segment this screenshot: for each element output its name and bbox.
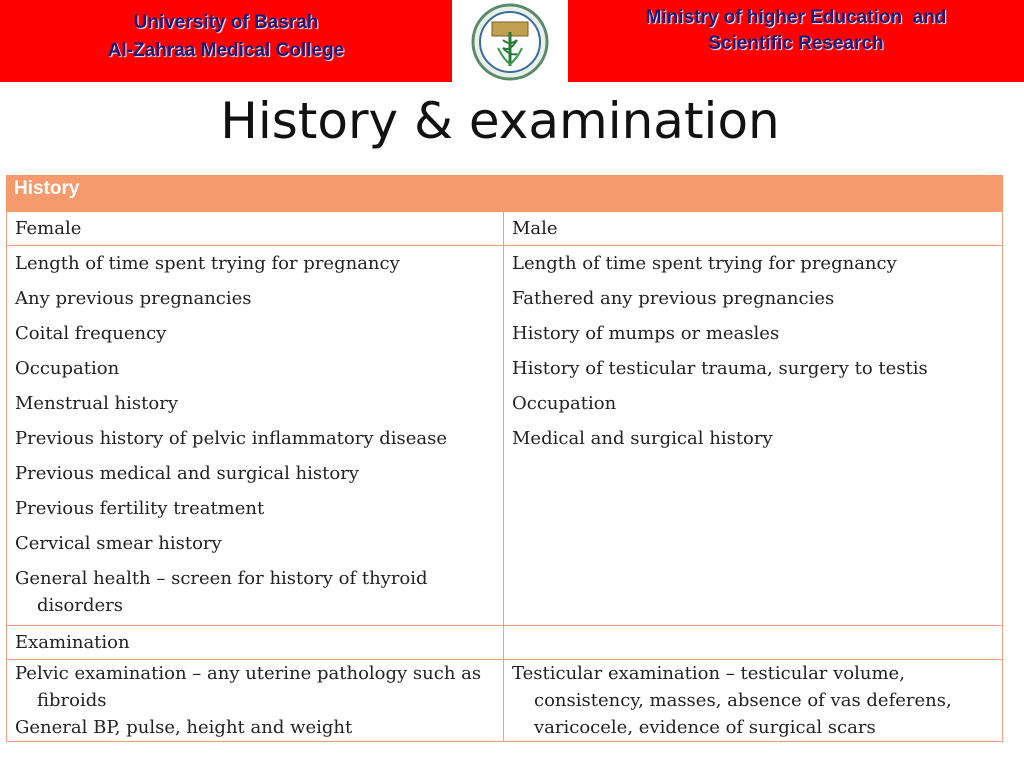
list-item: General health – screen for history of thyroid disorders <box>15 568 428 616</box>
list-item: Any previous pregnancies <box>15 288 252 309</box>
female-history-cell <box>7 246 504 626</box>
examination-items-row <box>7 660 1003 742</box>
list-item: Length of time spent trying for pregnancy <box>512 253 897 274</box>
list-item: Cervical smear history <box>15 533 222 554</box>
empty-cell <box>504 626 1003 660</box>
list-item: Previous history of pelvic inflammatory disease <box>15 428 448 449</box>
list-item: Pelvic examination – any uterine pathology such as fibroids <box>15 663 482 711</box>
history-section-heading: History <box>7 176 1003 212</box>
list-item: Previous medical and surgical history <box>15 463 359 484</box>
column-label-row <box>7 212 1003 246</box>
list-item: Medical and surgical history <box>512 428 773 449</box>
list-item: Fathered any previous pregnancies <box>512 288 835 309</box>
university-name: University of Basrah <box>133 12 319 33</box>
ministry-line-2: Scientific Research <box>708 33 884 54</box>
college-seal-icon <box>470 2 550 82</box>
female-column-heading: Female <box>7 212 504 246</box>
list-item: Coital frequency <box>15 323 167 344</box>
list-item: History of mumps or measles <box>512 323 780 344</box>
list-item: Length of time spent trying for pregnancy <box>15 253 400 274</box>
list-item: Menstrual history <box>15 393 178 414</box>
male-column-heading: Male <box>504 212 1003 246</box>
history-items-row <box>7 246 1003 626</box>
college-name: Al-Zahraa Medical College <box>107 40 345 61</box>
list-item: Testicular examination – testicular volume, consistency, masses, absence of vas deferens, varicocele, evidence of surgical scars <box>512 663 952 738</box>
list-item: History of testicular trauma, surgery to testis <box>512 358 928 379</box>
female-exam-cell <box>7 660 504 742</box>
list-item: Occupation <box>512 393 617 414</box>
table-header-row <box>7 176 1003 212</box>
examination-heading-row <box>7 626 1003 660</box>
history-examination-table <box>6 175 1003 742</box>
header-right-banner <box>568 0 1024 82</box>
header-left-banner <box>0 0 452 82</box>
list-item: Occupation <box>15 358 120 379</box>
ministry-line-1: Ministry of higher Education and <box>645 7 947 28</box>
list-item: General BP, pulse, height and weight <box>15 717 353 738</box>
male-history-cell <box>504 246 1003 626</box>
examination-section-heading: Examination <box>7 626 504 660</box>
list-item: Previous fertility treatment <box>15 498 265 519</box>
page-title: History & examination <box>220 92 780 150</box>
male-exam-cell <box>504 660 1003 742</box>
